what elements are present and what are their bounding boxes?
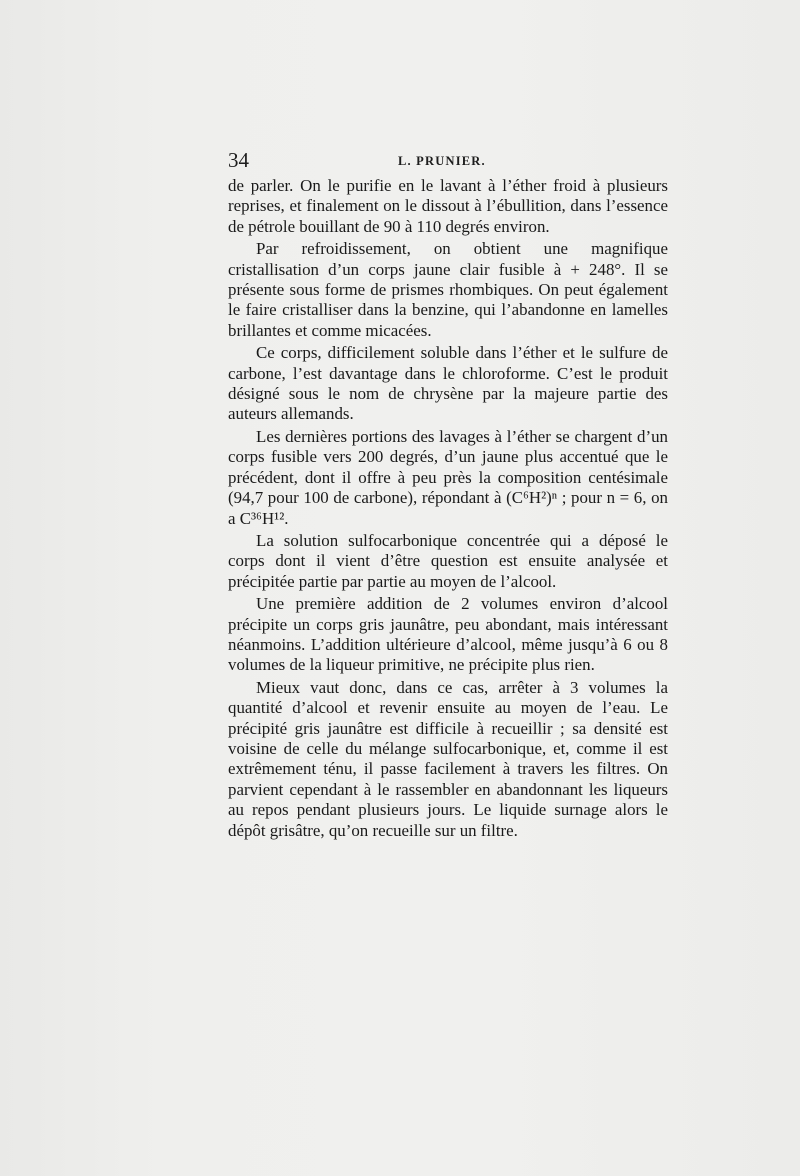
paragraph-6: Une première addition de 2 volumes environ d’alcool précipite un corps gris jaunâtre, peu abondant, mais intéressant néanmoins. L’addition ultérieure d’alcool, même jusqu’à 6 ou 8 volumes de la liqueur primitive, ne précipite plus rien. [228, 594, 668, 675]
page-header [228, 150, 668, 174]
paragraph-5: La solution sulfocarbonique concentrée qui a déposé le corps dont il vient d’être question est ensuite analysée et précipitée partie par partie au moyen de l’alcool. [228, 530, 668, 591]
paragraph-2: Par refroidissement, on obtient une magnifique cristallisation d’un corps jaune clair fusible à + 248°. Il se présente sous forme de prismes rhombiques. On peut également le faire cristalliser dans la benzine, qui l’abandonne en lamelles brillantes et comme micacées. [228, 239, 668, 340]
paragraph-1: de parler. On le purifie en le lavant à l’éther froid à plusieurs reprises, et finalement on le dissout à l’ébullition, dans l’essence de pétrole bouillant de 90 à 110 degrés environ. [228, 176, 668, 236]
paragraph-4: Les dernières portions des lavages à l’éther se chargent d’un corps fusible vers 200 degrés, d’un jaune plus accentué que le précédent, dont il offre à peu près la composition centésimale (94,7 pour 100 de carbone), répondant à (C⁶H²)ⁿ ; pour n = 6, on a C³⁶H¹². [228, 426, 668, 528]
body-text [228, 176, 668, 841]
running-head: L. PRUNIER. [398, 154, 486, 168]
paragraph-3: Ce corps, difficilement soluble dans l’éther et le sulfure de carbone, l’est davantage dans le chloroforme. C’est le produit désigné sous le nom de chrysène par la majeure partie des auteurs allemands. [228, 343, 668, 424]
page-number: 34 [228, 148, 249, 172]
paragraph-7: Mieux vaut donc, dans ce cas, arrêter à 3 volumes la quantité d’alcool et revenir ensuite au moyen de l’eau. Le précipité gris jaunâtre est difficile à recueillir ; sa densité est voisine de celle du mélange sulfocarbonique, et, comme il est extrêmement ténu, il passe facilement à travers les filtres. On parvient cependant à le rassembler en abandonnant les liqueurs au repos pendant plusieurs jours. Le liquide surnage alors le dépôt grisâtre, qu’on recueille sur un filtre. [228, 677, 668, 840]
